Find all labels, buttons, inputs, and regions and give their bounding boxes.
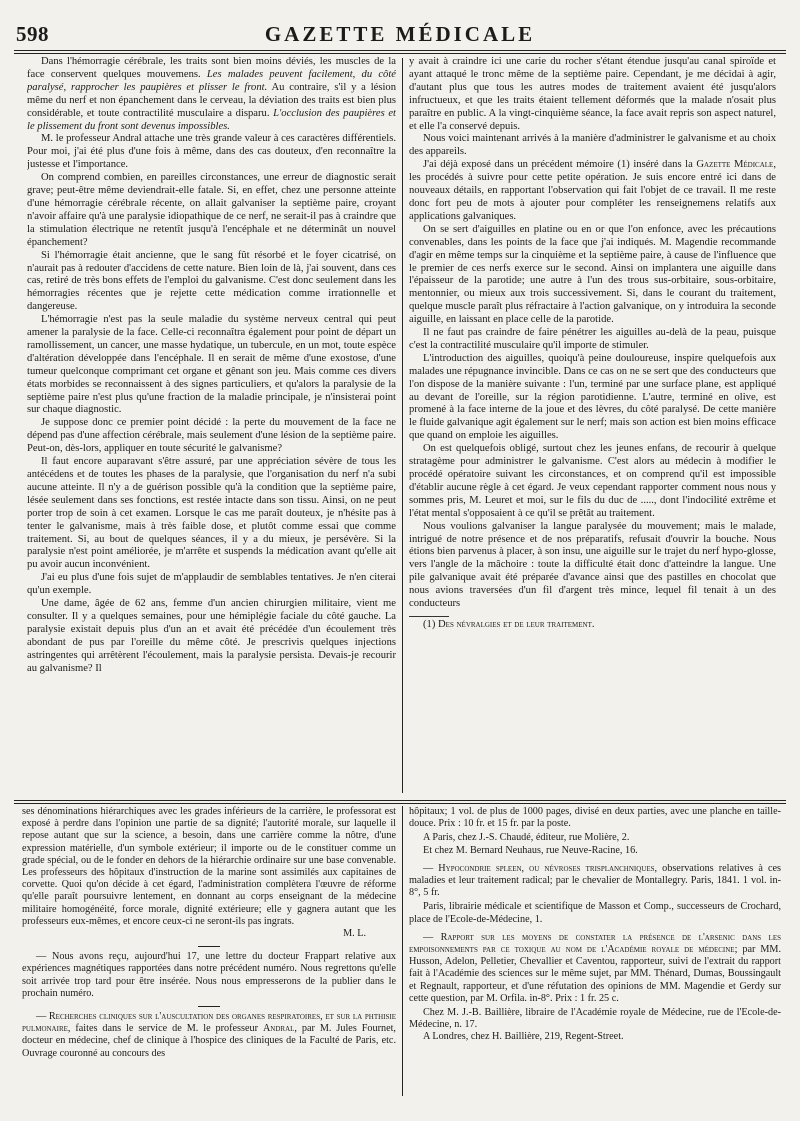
notice	[22, 951, 396, 1000]
text-run: , les procédés à suivre pour cette petite opération. Je suis encore entré ici dans de nouveaux détails, en rapportant l'observation qui fait l'objet de ce travail. Il me reste donc fort peu de mots à ajouter pour compléter les renseignemens relatifs aux applications galvaniques.	[409, 159, 776, 222]
footnote	[409, 619, 776, 632]
paragraph: Nous voici maintenant arrivés à la manière d'administrer le galvanisme et au choix des appareils.	[409, 133, 776, 158]
signature: M. L.	[343, 928, 366, 940]
paragraph: Nous voulions galvaniser la langue paralysée du mouvement; mais le malade, intrigué de notre présence et de nos préparatifs, refusait d'ouvrir la bouche. Nous étions bien parvenus à placer, à son insu, une aiguille sur le trajet du nerf hypo-glosse, vers l'angle de la mâchoire : toute la difficulté était donc d'atteindre la langue. Une pile galvanique avait été préparée d'avance ainsi que des pastilles en chocolat que nous avions traversées d'un fil d'argent très mince, lequel fil tenait à un des conducteurs	[409, 520, 776, 610]
journal-title: GAZETTE MÉDICALE	[264, 22, 536, 46]
bottom-left-column	[22, 806, 396, 1106]
paragraph: ses dénominations hiérarchiques avec les grades inférieurs de la carrière, le professorat est exposé à perdre dans l'opinion une partie de sa dignité; l'autorité morale, sur laquelle il repose autant que sur la science, a besoin, dans une carrière comme la nôtre, d'une expression matérielle, d'un symbole extérieur; il importe ou de le constituer comme un grade spécial, ou de le fonder en dehors de la hiérarchie ordinaire sur une base convenable. Les professeurs des hôpitaux d'instruction de la marine sont assimilés aux capitaines de corvette. Quoi qu'on décide à cet égard, l'administration complètera l'œuvre de réforme qu'elle paraît poursuivre lentement, en donnant au corps enseignant de la médecine militaire homogénéité, force morale, dignité extérieure; elle y gagnera autant que les professeurs eux-mêmes, et encore ceux-ci ne seront-ils pas ingrats.	[22, 806, 396, 927]
text-run-italic: Les malades peuvent facilement, du côté paralysé, rapprocher les paupières et plisser le front.	[27, 68, 396, 93]
paragraph: On se sert d'aiguilles en platine ou en or que l'on enfonce, avec les précautions convenables, dans les points de la face que j'ai indiqués. M. Magendie recommande d'agir en même temps sur la cinquième et la septième paire, à cause de l'influence que le premier de ces nerfs exerce sur le second. Ainsi on implantera une aiguille dans l'épaisseur de la parotide; une autre à l'un des trous sus-orbitaire, sous-orbitaire, mentonnier, ou mieux aux trois successivement. Si, dans le courant du traitement, quelque muscle paraît plus réfractaire à l'action galvanique, on y introduira la seconde aiguille, en laissant en place celle de la parotide.	[409, 223, 776, 326]
section-rule	[14, 800, 786, 801]
page-header	[14, 22, 786, 44]
text-run-italic: L'occlusion des paupières et le plissement du front sont devenus impossibles.	[27, 107, 396, 132]
author-name: Andral	[262, 1023, 295, 1035]
bibliography-entry	[409, 932, 781, 1005]
paragraph: Et chez M. Bernard Neuhaus, rue Neuve-Racine, 16.	[423, 844, 638, 856]
text-run: J'ai déjà exposé dans un précédent mémoire (1) inséré dans la	[423, 159, 697, 171]
footnote-rule	[409, 616, 449, 617]
footnote-marker: (1)	[423, 618, 439, 630]
book-title: — Hypocondrie spleen, ou névroses trisplanchniques	[423, 862, 655, 874]
paragraph: On est quelquefois obligé, surtout chez les jeunes enfans, de recourir à quelque stratagème pour administrer le galvanisme. C'est alors au médecin à modifier le procédé opératoire suivant les circonstances, et on comprend qu'il est impossible d'établir aucune règle à cet égard. Je veux cependant rapporter comment nous nous y sommes pris, M. Leuret et moi, sur le fils du duc de ....., dont l'indocilité extrême et l'état mental s'opposaient à ce qu'il se prêtât au traitement.	[409, 443, 776, 519]
divider-dash	[198, 1006, 220, 1007]
notice-dash: —	[36, 951, 47, 963]
text-run: Au contraire, s'il y a lésion même du nerf et non épanchement dans le cerveau, la déviation des traits est bien plus considérable, et toute contractilité musculaire a disparu.	[27, 81, 396, 119]
paragraph: A Paris, chez J.-S. Chaudé, éditeur, rue Molière, 2.	[423, 832, 630, 844]
book-title: — Rapport sur les moyens de constater la présence de l'arsenic dans les empoisonnements par ce toxique au nom de l'Académie royale de médecine	[409, 931, 781, 956]
bottom-right-column	[409, 806, 781, 1106]
paragraph: J'ai eu plus d'une fois sujet de m'applaudir de semblables tentatives. Je n'en citerai qu'un exemple.	[27, 572, 396, 597]
text-run: Dans l'hémorragie cérébrale, les traits sont bien moins déviés, les muscles de la face conservent quelques mouvemens.	[27, 56, 396, 80]
footnote-text: Des névralgies et de leur traitement.	[438, 618, 595, 630]
paragraph: Il ne faut pas craindre de faire pénétrer les aiguilles au-delà de la peau, puisque c'est la contractilité musculaire qu'il importe de stimuler.	[409, 327, 776, 351]
text-run: —	[36, 1011, 49, 1023]
paragraph: Si l'hémorragie était ancienne, que le sang fût résorbé et le foyer cicatrisé, on n'aurait pas à redouter d'accidens de cette nature. Bien loin de là, j'ai souvent, dans ces cas, retiré de très bons effets de l'emploi du galvanisme. C'est donc seulement dans les hémorragies récentes que je rejette cette médication comme irrationnelle et dangereuse.	[27, 249, 396, 313]
paragraph: Une dame, âgée de 62 ans, femme d'un ancien chirurgien militaire, vient me consulter. Il y a quelques semaines, pour une hémiplégie faciale du côté gauche. La paralysie existait depuis plus d'un an et avait été précédée d'un écoulement très abondant de pus par l'oreille du même côté. Je prescrivis quelques injections astringentes qui arrêtèrent l'écoulement, mais la paralysie persista. Devais-je recourir au galvanisme? Il	[27, 598, 396, 674]
section-rule-double	[14, 803, 786, 804]
bibliography-entry	[409, 863, 781, 900]
text-run: ; par MM. Husson, Adelon, Pelletier, Chevallier et Caventou, rapporteur, suivi de l'extrait du rapport fait à l'Académie des sciences sur le même sujet, par MM. Thénard, Dumas, Boussingault et Regnault, rapporteur, et d'une réfutation des opinions de MM. Magendie et Gerdy sur cette question, par M. Orfila. in-8°. Prix : 1 fr. 25 c.	[409, 944, 781, 1004]
paragraph: A Londres, chez H. Baillière, 219, Regent-Street.	[423, 1031, 624, 1043]
paragraph: hôpitaux; 1 vol. de plus de 1000 pages, divisé en deux parties, avec une planche en taille-douce. Prix : 10 fr. et 15 fr. par la poste.	[409, 806, 781, 830]
notice-text: Nous avons reçu, aujourd'hui 17, une lettre du docteur Frappart relative aux expériences magnétiques rapportées dans notre précédent numéro. Nous regrettons qu'elle soit arrivée trop tard pour être insérée. Nous nous empresserons de la publier dans le prochain numéro.	[22, 951, 396, 999]
page-number: 598	[16, 22, 49, 46]
bibliography-entry	[22, 1011, 396, 1060]
journal-reference: Gazette Médicale	[696, 159, 774, 171]
paragraph: y avait à craindre ici une carie du rocher s'étant étendue jusqu'au canal spiroïde et ayant attaqué le tronc même de la septième paire. Cependant, je me décidai à agir, d'autant plus que tous les autres modes de traitement avaient été jusqu'alors infructueux, et que les traits étaient tellement déformés que la malade n'osait plus paraître en public. A la vingt-cinquième séance, la face avait repris son aspect naturel, et elle l'a conservé depuis.	[409, 56, 776, 132]
paragraph	[27, 56, 396, 133]
text-run: , observations relatives à ces maladies et leur traitement radical; par le chevalier de Montallegry. Paris, 1841. 1 vol. in-8°, 5 fr.	[409, 862, 781, 899]
text-run: , par M. Jules Fournet, docteur en médecine, chef de clinique à l'hospice des cliniques de la Faculté de Paris, etc. Ouvrage couronné au concours des	[22, 1023, 396, 1059]
column-divider	[402, 58, 403, 793]
left-column	[27, 56, 396, 793]
right-column	[409, 56, 776, 793]
paragraph: L'introduction des aiguilles, quoiqu'à peine douloureuse, inspire quelquefois aux malades une répugnance invincible. Dans ce cas on ne se sert que des conducteurs que l'on dispose de la manière suivante : l'un, terminé par une surface plane, est appliqué au devant de l'oreille, sur la région parotidienne. L'autre, terminé en olive, est promené à la face interne de la joue et des lèvres, du côté paralysé. De cette manière le fluide galvanique agit également sur le nerf; mais son action est bien moins efficace que quand on emploie les aiguilles.	[409, 352, 776, 442]
paragraph: L'hémorragie n'est pas la seule maladie du système nerveux central qui peut amener la paralysie de la face. Celle-ci reconnaîtra également pour point de départ un ramollissement, un cancer, une masse hydatique, un tubercule, en un mot, toute espèce d'altération développée dans l'encéphale. Il en serait de même d'une exostose, d'une tumeur quelconque comprimant cet organe et gênant son jeu. Mais comme ces divers états morbides se reconnaissent à des signes particuliers, et qu'alors la paralysie de la septième paire n'est plus qu'une fraction de la maladie principale, je n'insisterai point sur chaque diagnostic.	[27, 314, 396, 416]
divider-dash	[198, 946, 220, 947]
paragraph: M. le professeur Andral attache une très grande valeur à ces caractères différentiels. Pour moi, j'ai été plus d'une fois à même, dans des cas douteux, d'en reconnaître la justesse et l'importance.	[27, 133, 396, 171]
text-run: , faites dans le service de M. le professeur	[67, 1023, 263, 1035]
paragraph: On comprend combien, en pareilles circonstances, une erreur de diagnostic serait grave; peut-être même deviendrait-elle fatale. Si, en effet, chez une personne atteinte d'une hémorragie cérébrale récente, on allait galvaniser la septième paire, croyant n'avoir affaire qu'à une paralysie idiopathique de ce nerf, ne serait-il pas à craindre que la stimulation électrique ne retentît jusqu'à l'encéphale et ne déterminât un nouvel épanchement?	[27, 172, 396, 248]
header-rule	[14, 50, 786, 51]
paragraph: Chez M. J.-B. Baillière, libraire de l'Académie royale de Médecine, rue de l'Ecole-de-Médecine, n. 17.	[409, 1007, 781, 1031]
header-rule-double	[14, 53, 786, 54]
paragraph: Paris, librairie médicale et scientifique de Masson et Comp., successeurs de Crochard, place de l'Ecole-de-Médecine, 1.	[409, 901, 781, 925]
paragraph	[409, 159, 776, 224]
column-divider-bottom	[402, 806, 403, 1096]
paragraph: Il faut encore auparavant s'être assuré, par une appréciation sévère de tous les antécédens et de toutes les phases de la paralysie, que l'organisation du nerf n'a subi aucune atteinte. Il n'y a de guérison possible qu'à la condition que la septième paire, lésée seulement dans ses fonctions, est restée intacte dans son tissu. Ainsi, on ne peut porter trop de soin à cet examen. Lorsque le cas me paraît douteux, je n'hésite pas à tenter le galvanisme, mais à très faible dose, et plutôt comme essai que comme traitement. Si, au bout de quelques séances, il y a du mieux, je persévère. Si la paralysie n'est point améliorée, je m'arrête et suspends la médication avant qu'elle ait pu avoir aucun inconvénient.	[27, 456, 396, 571]
paragraph: Je suppose donc ce premier point décidé : la perte du mouvement de la face ne dépend pas d'une affection cérébrale, mais seulement d'une lésion de la septième paire. Peut-on, dès-lors, appliquer en toute sécurité le galvanisme?	[27, 417, 396, 455]
book-title: Recherches cliniques sur l'auscultation des organes respiratoires, et sur la phthisie pulmonaire	[22, 1011, 396, 1035]
